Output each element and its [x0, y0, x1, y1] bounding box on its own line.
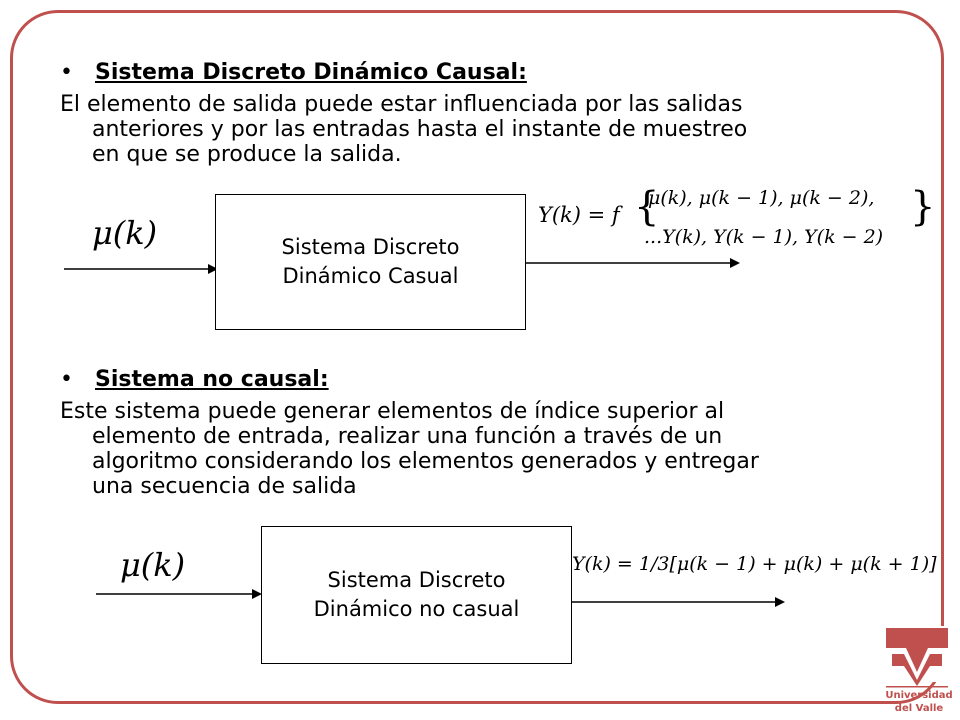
section-2-paragraph-line: Este sistema puede generar elementos de índice superior al [60, 399, 725, 424]
logo-text-line-1: Universidad [885, 690, 953, 701]
causal-equation-line-2: ...Y(k), Y(k − 1), Y(k − 2) [644, 226, 884, 248]
section-2-paragraph [60, 399, 759, 499]
bullet-2: • [60, 367, 73, 392]
block-label-line: Sistema Discreto [281, 235, 460, 259]
causal-system-block [215, 194, 526, 330]
right-brace: } [910, 184, 936, 230]
section-1-paragraph-line: en que se produce la salida. [92, 142, 402, 167]
section-1-paragraph [60, 92, 747, 167]
logo-text-line-2: del Valle [894, 703, 944, 714]
input-arrow-2 [96, 587, 264, 601]
non-causal-system-block [261, 526, 572, 664]
section-2-paragraph-line: una secuencia de salida [92, 474, 357, 499]
output-arrow-2 [572, 595, 787, 609]
causal-equation-line-1: μ(k), μ(k − 1), μ(k − 2), [648, 187, 875, 209]
section-1-title: Sistema Discreto Dinámico Causal: [95, 60, 527, 85]
block-label-line: Sistema Discreto [327, 568, 506, 592]
left-brace: { [634, 184, 660, 230]
section-1-paragraph-line: anteriores y por las entradas hasta el instante de muestreo [92, 117, 748, 142]
section-2-title: Sistema no causal: [95, 367, 329, 392]
output-arrow-1 [526, 256, 742, 270]
non-causal-equation: Y(k) = 1/3[μ(k − 1) + μ(k) + μ(k + 1)] [572, 553, 937, 575]
input-arrow-1 [64, 262, 219, 276]
section-1-paragraph-line: El elemento de salida puede estar influenciada por las salidas [60, 92, 743, 117]
section-2-paragraph-line: elemento de entrada, realizar una función a través de un [92, 424, 723, 449]
input-label-2: μ(k) [120, 546, 186, 584]
input-label-1: μ(k) [92, 214, 158, 252]
section-2-paragraph-line: algoritmo considerando los elementos generados y entregar [92, 449, 759, 474]
bullet-1: • [60, 60, 73, 85]
block-label-line: Dinámico no casual [313, 597, 520, 621]
causal-equation-lhs: Y(k) = f [538, 203, 620, 227]
block-label-line: Dinámico Casual [282, 264, 459, 288]
